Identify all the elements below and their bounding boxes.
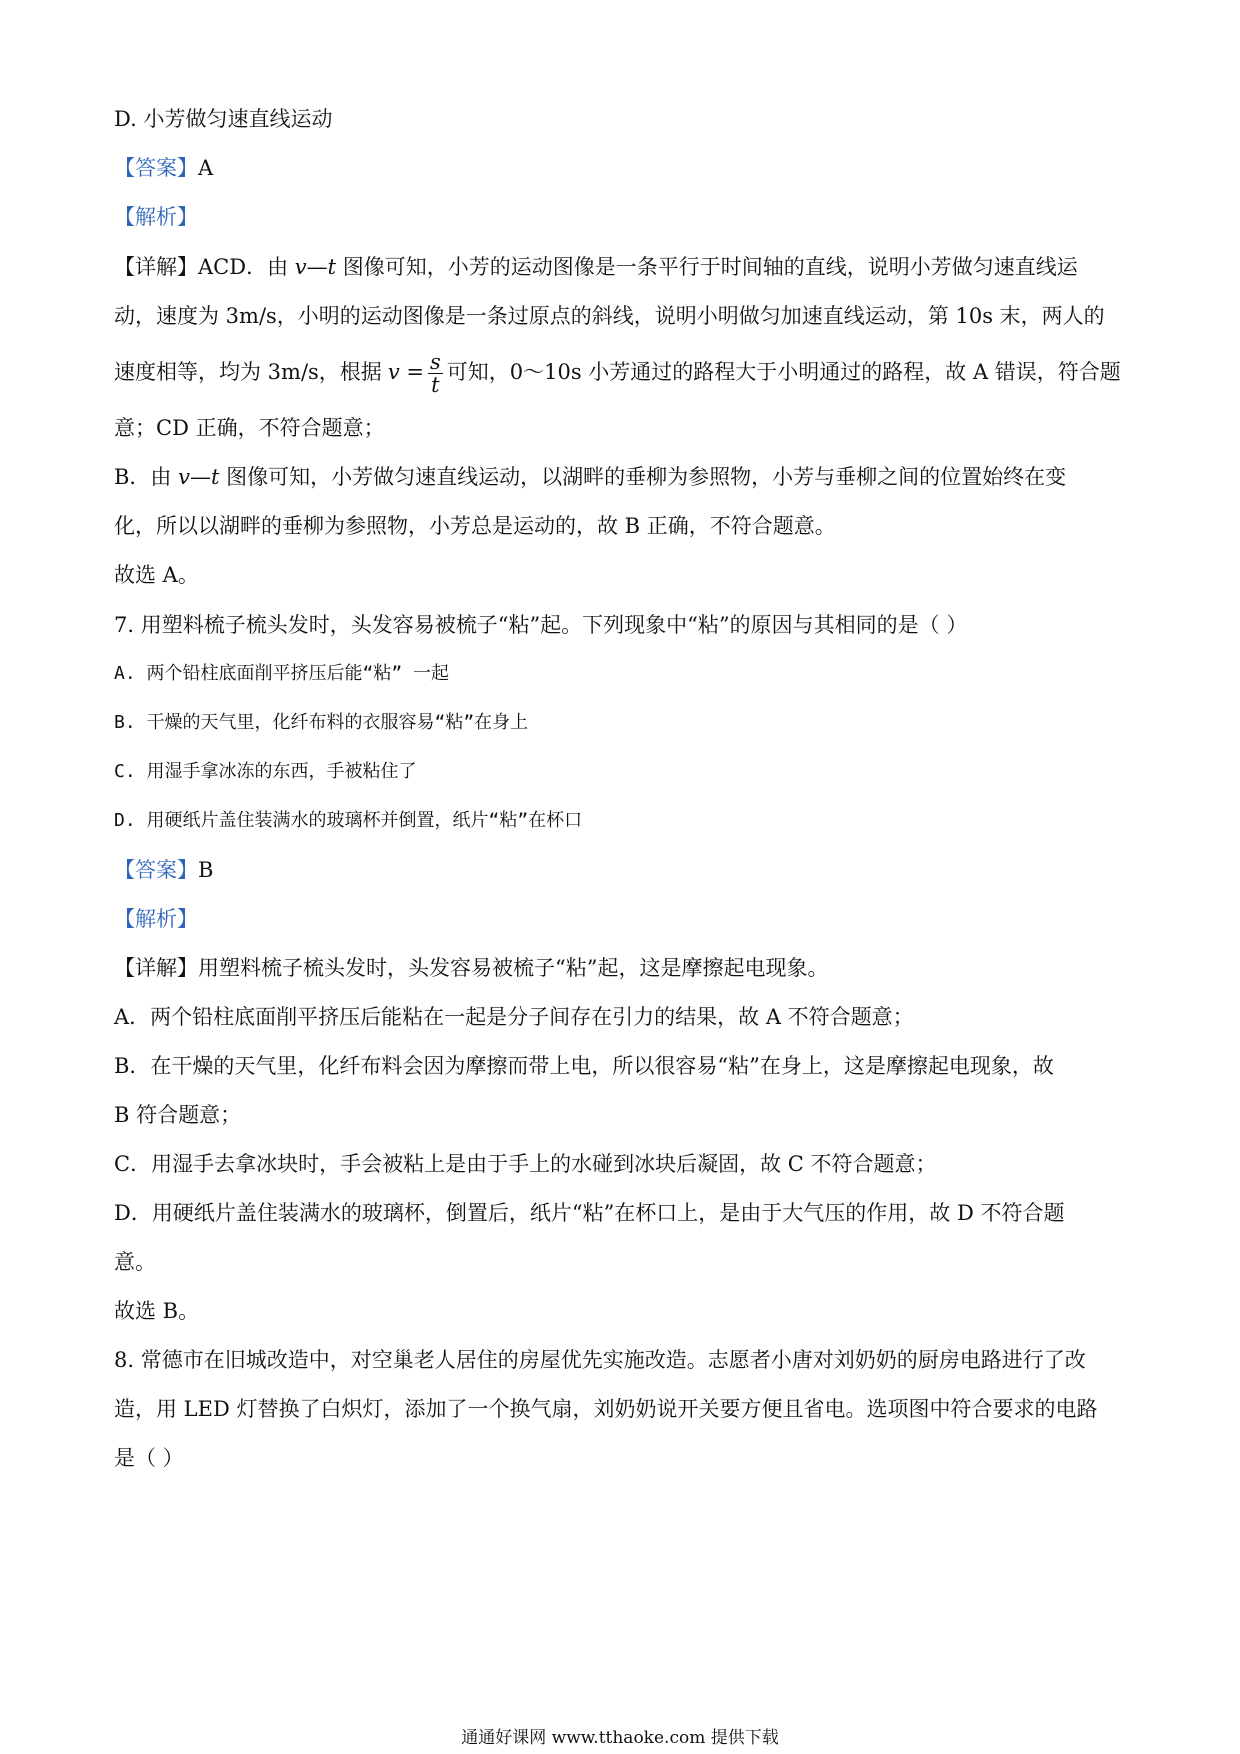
q7-answer xyxy=(114,855,213,885)
q7-explain-d-1: D．用硬纸片盖住装满水的玻璃杯，倒置后，纸片“粘”在杯口上，是由于大气压的作用，故 D 不符合题 xyxy=(114,1201,1065,1225)
q7-option-a: A. 两个铅柱底面削平挤压后能“粘” 一起 xyxy=(114,663,450,684)
answer-tag: 【答案】 xyxy=(114,858,198,882)
symbol-dash: — xyxy=(190,465,211,489)
q6-detail-b-line-1 xyxy=(114,462,1066,492)
page-footer: 通通好课网 www.tthaoke.com 提供下载 xyxy=(461,1728,779,1748)
q6-detail-line-1 xyxy=(114,252,1078,282)
q7-option-b: B. 干燥的天气里，化纤布料的衣服容易“粘”在身上 xyxy=(114,712,529,733)
q7-conclusion: 故选 B。 xyxy=(114,1299,200,1323)
symbol-v: v xyxy=(178,465,190,489)
q6-detail-line-3 xyxy=(114,351,1121,396)
q7-explain-d-2: 意。 xyxy=(114,1250,156,1274)
detail-text: 可知，0～10s 小芳通过的路程大于小明通过的路程，故 A 错误，符合题 xyxy=(446,360,1121,384)
formula-lhs: v = xyxy=(387,360,424,384)
q7-explain-b-2: B 符合题意； xyxy=(114,1103,242,1127)
q6-option-d: D. 小芳做匀速直线运动 xyxy=(114,107,333,131)
detail-text: 速度相等，均为 3m/s，根据 xyxy=(114,360,382,384)
symbol-dash: — xyxy=(306,255,328,279)
q6-detail-b-line-2: 化，所以以湖畔的垂柳为参照物，小芳总是运动的，故 B 正确，不符合题意。 xyxy=(114,514,836,538)
q6-analysis-tag: 【解析】 xyxy=(114,205,198,229)
q7-option-c: C. 用湿手拿冰冻的东西，手被粘住了 xyxy=(114,761,417,782)
q7-analysis-tag: 【解析】 xyxy=(114,907,198,931)
symbol-t: t xyxy=(327,255,337,279)
answer-value: A xyxy=(198,156,214,180)
q7-detail xyxy=(114,953,828,983)
detail-text: 图像可知，小芳做匀速直线运动，以湖畔的垂柳为参照物，小芳与垂柳之间的位置始终在变 xyxy=(226,465,1067,489)
symbol-v: v xyxy=(294,255,307,279)
answer-tag: 【答案】 xyxy=(114,156,198,180)
q7-explain-a: A．两个铅柱底面削平挤压后能粘在一起是分子间存在引力的结果，故 A 不符合题意； xyxy=(114,1005,914,1029)
symbol-t: t xyxy=(211,465,220,489)
q6-answer xyxy=(114,153,213,183)
q7-explain-b-1: B．在干燥的天气里，化纤布料会因为摩擦而带上电，所以很容易“粘”在身上，这是摩擦起电现象，故 xyxy=(114,1054,1054,1078)
answer-value: B xyxy=(198,858,214,882)
q7-explain-c: C．用湿手去拿冰块时，手会被粘上是由于手上的水碰到冰块后凝固，故 C 不符合题意； xyxy=(114,1152,937,1176)
q6-detail-line-2: 动，速度为 3m/s，小明的运动图像是一条过原点的斜线，说明小明做匀加速直线运动，第 10s 末，两人的 xyxy=(114,304,1105,328)
fraction-denominator: t xyxy=(431,373,440,397)
q8-stem-line-2: 造，用 LED 灯替换了白炽灯，添加了一个换气扇，刘奶奶说开关要方便且省电。选项图中符合要求的电路 xyxy=(114,1397,1098,1421)
q7-option-d: D. 用硬纸片盖住装满水的玻璃杯并倒置，纸片“粘”在杯口 xyxy=(114,810,583,831)
fraction-numerator: s xyxy=(429,350,441,374)
q8-stem-line-1: 8. 常德市在旧城改造中，对空巢老人居住的房屋优先实施改造。志愿者小唐对刘奶奶的厨房电路进行了改 xyxy=(114,1348,1086,1372)
q6-detail-line-4: 意；CD 正确，不符合题意； xyxy=(114,416,385,440)
detail-text: 用塑料梳子梳头发时，头发容易被梳子“粘”起，这是摩擦起电现象。 xyxy=(198,956,829,980)
detail-text: B．由 xyxy=(114,465,172,489)
detail-text: ACD．由 xyxy=(198,255,289,279)
q6-conclusion: 故选 A。 xyxy=(114,563,199,587)
detail-text: 图像可知，小芳的运动图像是一条平行于时间轴的直线，说明小芳做匀速直线运 xyxy=(342,255,1078,279)
detail-tag: 【详解】 xyxy=(114,956,198,980)
fraction-s-over-t xyxy=(428,351,443,396)
q8-stem-line-3: 是（ ） xyxy=(114,1446,184,1470)
q7-stem: 7. 用塑料梳子梳头发时，头发容易被梳子“粘”起。下列现象中“粘”的原因与其相同的是（ ） xyxy=(114,613,968,637)
detail-tag: 【详解】 xyxy=(114,255,198,279)
